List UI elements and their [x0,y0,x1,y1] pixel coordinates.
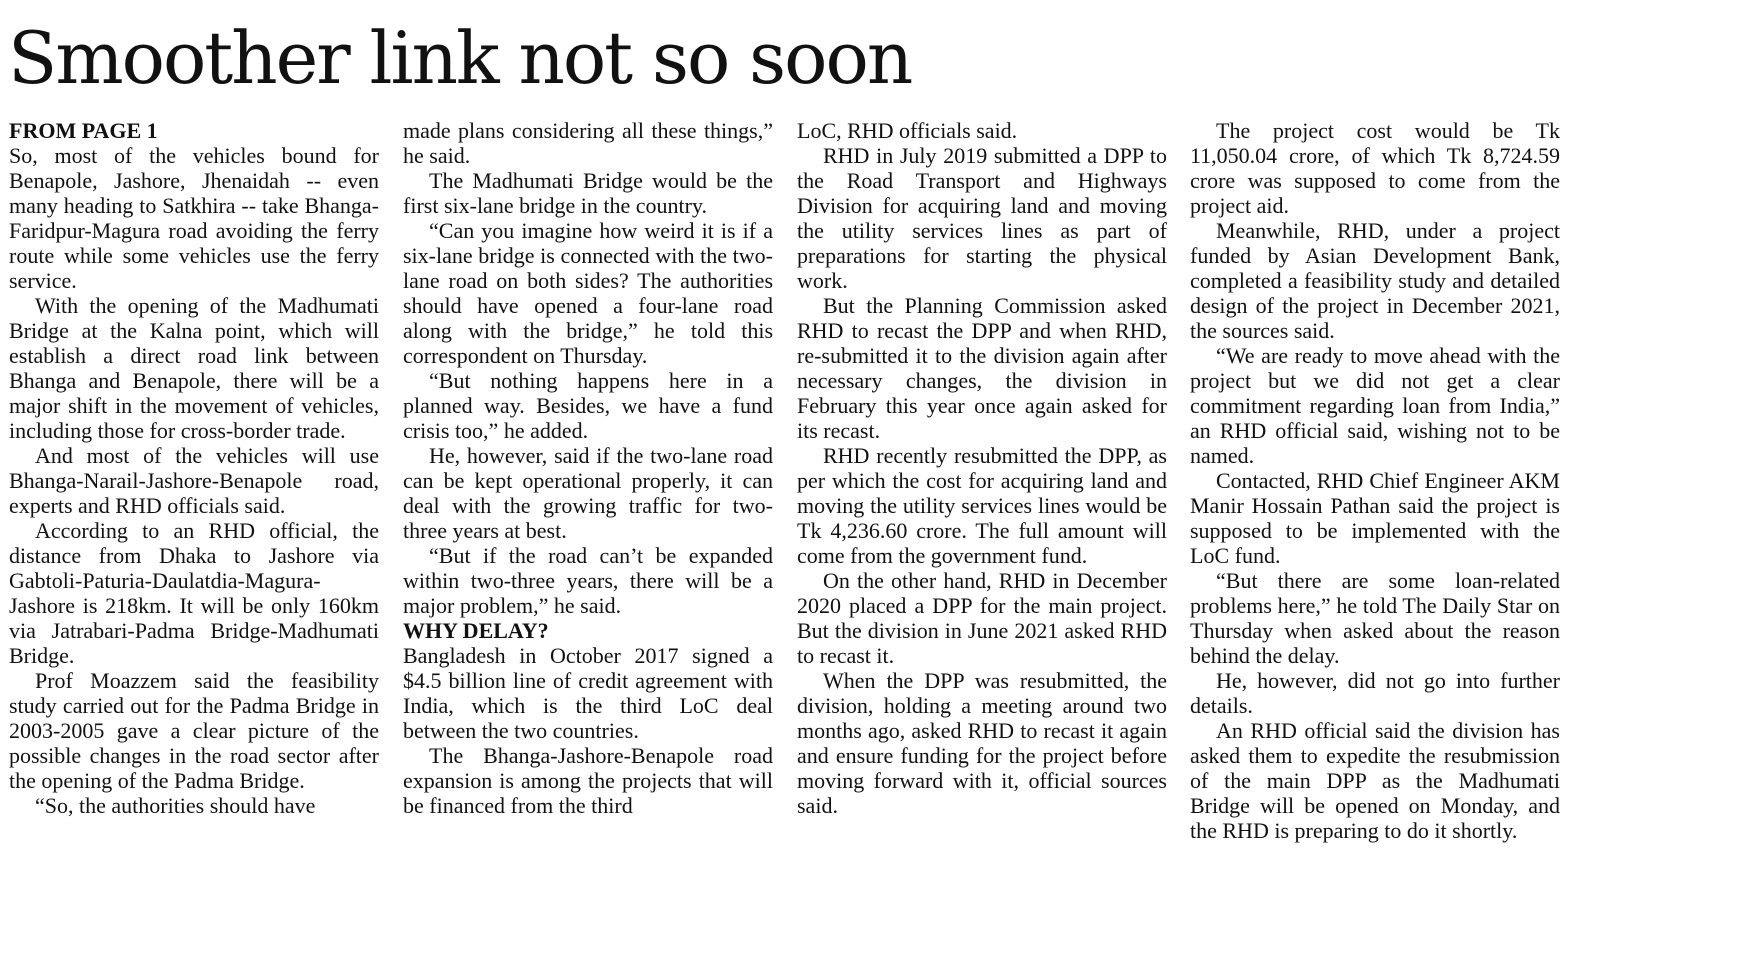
headline: Smoother link not so soon [8,16,912,100]
paragraph: The Bhanga-Jashore-Benapole road expansion is among the projects that will be financed from the third [403,743,773,818]
paragraph: “But if the road can’t be expanded within two-three years, there will be a major problem,” he said. [403,543,773,618]
paragraph: Contacted, RHD Chief Engineer AKM Manir Hossain Pathan said the project is supposed to be implemented with the LoC fund. [1190,468,1560,568]
jump-label: FROM PAGE 1 [9,118,158,143]
paragraph: When the DPP was resubmitted, the division, holding a meeting around two months ago, asked RHD to recast it again and ensure funding for the project before moving forward with it, official sources said. [797,668,1167,818]
article-column-4 [1190,118,1560,958]
paragraph: According to an RHD official, the distance from Dhaka to Jashore via Gabtoli-Paturia-Daulatdia-Magura-Jashore is 218km. It will be only 160km via Jatrabari-Padma Bridge-Madhumati Bridge. [9,518,379,668]
paragraph: So, most of the vehicles bound for Benapole, Jashore, Jhenaidah -- even many heading to Satkhira -- take Bhanga-Faridpur-Magura road avoiding the ferry route while some vehicles use the ferry service. [9,143,379,293]
paragraph: Prof Moazzem said the feasibility study carried out for the Padma Bridge in 2003-2005 gave a clear picture of the possible changes in the road sector after the opening of the Padma Bridge. [9,668,379,793]
paragraph: The project cost would be Tk 11,050.04 crore, of which Tk 8,724.59 crore was supposed to come from the project aid. [1190,118,1560,218]
subhead: WHY DELAY? [403,618,549,643]
paragraph: Meanwhile, RHD, under a project funded by Asian Development Bank, completed a feasibility study and detailed design of the project in December 2021, the sources said. [1190,218,1560,343]
paragraph: RHD recently resubmitted the DPP, as per which the cost for acquiring land and moving the utility services lines would be Tk 4,236.60 crore. The full amount will come from the government fund. [797,443,1167,568]
paragraph: “So, the authorities should have [35,793,316,818]
paragraph: With the opening of the Madhumati Bridge at the Kalna point, which will establish a direct road link between Bhanga and Benapole, there will be a major shift in the movement of vehicles, including those for cross-border trade. [9,293,379,443]
paragraph: But the Planning Commission asked RHD to recast the DPP and when RHD, re-submitted it to the division again after necessary changes, the division in February this year once again asked for its recast. [797,293,1167,443]
paragraph: He, however, did not go into further details. [1190,668,1560,718]
paragraph: He, however, said if the two-lane road can be kept operational properly, it can deal with the growing traffic for two-three years at best. [403,443,773,543]
paragraph: “We are ready to move ahead with the project but we did not get a clear commitment regarding loan from India,” an RHD official said, wishing not to be named. [1190,343,1560,468]
paragraph: “But nothing happens here in a planned way. Besides, we have a fund crisis too,” he added. [403,368,773,443]
paragraph: made plans considering all these things,” he said. [403,118,773,168]
paragraph: “Can you imagine how weird it is if a six-lane bridge is connected with the two-lane road on both sides? The authorities should have opened a four-lane road along with the bridge,” he told this correspondent on Thursday. [403,218,773,368]
paragraph: “But there are some loan-related problems here,” he told The Daily Star on Thursday when asked about the reason behind the delay. [1190,568,1560,668]
paragraph: And most of the vehicles will use Bhanga-Narail-Jashore-Benapole road, experts and RHD officials said. [9,443,379,518]
paragraph: An RHD official said the division has asked them to expedite the resubmission of the main DPP as the Madhumati Bridge will be opened on Monday, and the RHD is preparing to do it shortly. [1190,718,1560,843]
article-column-3 [797,118,1167,958]
paragraph: RHD in July 2019 submitted a DPP to the Road Transport and Highways Division for acquiring land and moving the utility services lines as part of preparations for starting the physical work. [797,143,1167,293]
paragraph: LoC, RHD officials said. [797,118,1018,143]
paragraph: Bangladesh in October 2017 signed a $4.5 billion line of credit agreement with India, which is the third LoC deal between the two countries. [403,643,773,743]
article-column-1 [9,118,379,958]
paragraph: On the other hand, RHD in December 2020 placed a DPP for the main project. But the division in June 2021 asked RHD to recast it. [797,568,1167,668]
article-column-2 [403,118,773,958]
paragraph: The Madhumati Bridge would be the first six-lane bridge in the country. [403,168,773,218]
